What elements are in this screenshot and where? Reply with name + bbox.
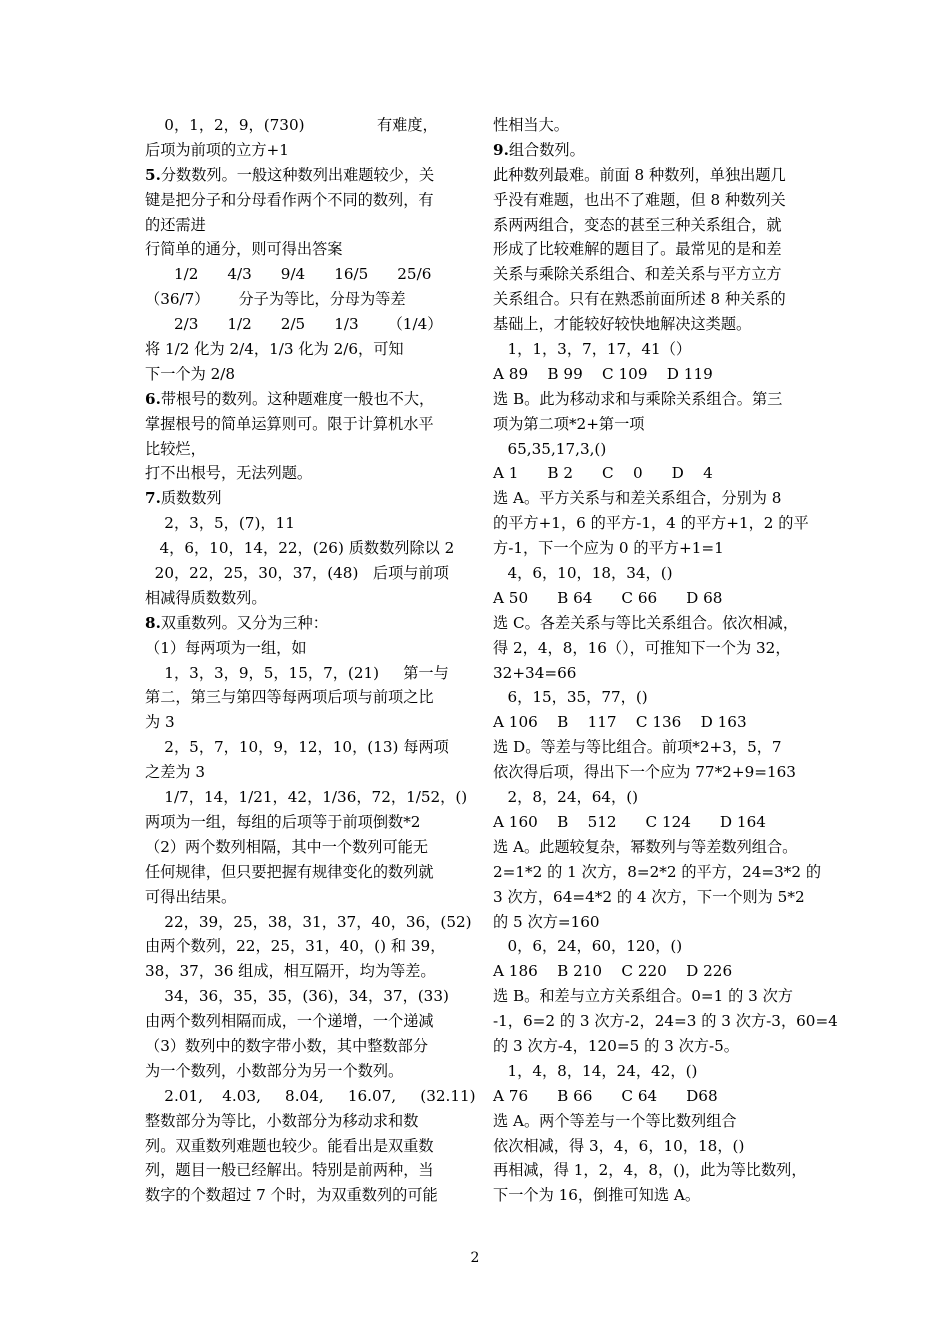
text-line: 选 B。和差与立方关系组合。0=1 的 3 次方 [493, 987, 793, 1006]
text-line: 选 B。此为移动求和与乘除关系组合。第三 [493, 389, 783, 408]
text-line: 下一个为 2/8 [145, 364, 236, 383]
text-line: 选 D。等差与等比组合。前项*2+3，5，7 [493, 738, 782, 757]
text-line: 1，4，8，14，24，42，() [493, 1061, 698, 1080]
section-heading-text: 质数数列 [160, 489, 222, 508]
section-number: 9. [493, 140, 509, 159]
text-line: 2=1*2 的 1 次方，8=2*2 的平方，24=3*2 的 [493, 862, 822, 881]
text-line: A 50 B 64 C 66 D 68 [493, 588, 723, 607]
section-number: 7. [145, 489, 161, 508]
text-line: 2，3，5，(7)，11 [145, 514, 295, 533]
section-heading-line [145, 611, 463, 636]
text-line: 掌握根号的简单运算则可。限于计算机水平 [145, 414, 434, 433]
text-line: 数字的个数超过 7 个时，为双重数列的可能 [145, 1186, 438, 1205]
text-line: 键是把分子和分母看作两个不同的数列，有 [145, 190, 434, 209]
text-line: 22，39，25，38，31，37，40，36，(52) [145, 912, 472, 931]
section-heading-text: 双重数列。又分为三种： [160, 613, 328, 632]
text-line: 得 2，4，8，16（），可推知下一个为 32， [493, 638, 791, 657]
text-line: 比较烂， [145, 439, 206, 458]
text-line: 选 A。两个等差与一个等比数列组合 [493, 1111, 737, 1130]
text-line: 依次得后项，得出下一个应为 77*2+9=163 [493, 763, 796, 782]
section-heading-text: 组合数列。 [508, 140, 585, 159]
text-line: 将 1/2 化为 2/4，1/3 化为 2/6，可知 [145, 340, 404, 359]
text-line: 任何规律，但只要把握有规律变化的数列就 [145, 862, 434, 881]
text-line: -1，6=2 的 3 次方-2，24=3 的 3 次方-3，60=4 [493, 1012, 838, 1031]
text-line: 2，8，24，64，() [493, 788, 639, 807]
text-line: A 106 B 117 C 136 D 163 [493, 713, 747, 732]
text-line: 打不出根号，无法列题。 [145, 464, 313, 483]
text-line: 4，6，10，18，34，() [493, 564, 673, 583]
text-line: 整数部分为等比，小数部分为移动求和数 [145, 1111, 419, 1130]
text-line: 后项为前项的立方+1 [145, 140, 289, 159]
text-line: 两项为一组，每组的后项等于前项倒数*2 [145, 812, 421, 831]
section-heading-text: 带根号的数列。这种题难度一般也不大， [160, 389, 435, 408]
text-line: 2，5，7，10，9，12，10，(13) 每两项 [145, 738, 449, 757]
text-line: 1，3，3，9，5，15，7，(21) 第一与 [145, 663, 449, 682]
text-line: 列，题目一般已经解出。特别是前两种，当 [145, 1161, 434, 1180]
text-line: 65,35,17,3,() [493, 439, 607, 458]
text-line: 系两两组合，变态的甚至三种关系组合，就 [493, 215, 782, 234]
text-line: 的还需进 [145, 215, 206, 234]
text-line: 列。双重数列难题也较少。能看出是双重数 [145, 1136, 434, 1155]
text-line: 相减得质数数列。 [145, 588, 267, 607]
text-line: 形成了比较难解的题目了。最常见的是和差 [493, 240, 782, 259]
section-heading-line [493, 138, 813, 163]
section-number: 5. [145, 165, 161, 184]
right-column [493, 113, 838, 1208]
section-number: 6. [145, 389, 161, 408]
text-line: 基础上，才能较好较快地解决这类题。 [493, 315, 752, 334]
text-line: 行简单的通分，则可得出答案 [145, 240, 343, 259]
text-line: 此种数列最难。前面 8 种数列，单独出题几 [493, 165, 786, 184]
text-line: 20，22，25，30，37，(48) 后项与前项 [145, 564, 449, 583]
section-heading-line [145, 486, 463, 511]
text-line: （2）两个数列相隔，其中一个数列可能无 [145, 837, 429, 856]
text-line: 由两个数列，22，25，31，40，() 和 39， [145, 937, 446, 956]
text-line: 2/3 1/2 2/5 1/3 （1/4） [145, 315, 443, 334]
text-line: 选 C。各差关系与等比关系组合。依次相减， [493, 613, 799, 632]
text-line: 第二，第三与第四等每两项后项与前项之比 [145, 688, 434, 707]
text-line: 之差为 3 [145, 763, 206, 782]
page-number: 2 [470, 1250, 480, 1266]
text-line: 6，15，35，77，() [493, 688, 648, 707]
text-line: 2.01, 4.03, 8.04, 16.07, (32.11) [145, 1086, 476, 1105]
text-line: 项为第二项*2+第一项 [493, 414, 645, 433]
left-column [145, 113, 476, 1208]
text-line: 1/7，14，1/21，42，1/36，72，1/52，() [145, 788, 468, 807]
text-line: 的 3 次方-4，120=5 的 3 次方-5。 [493, 1036, 739, 1055]
section-heading-line [145, 163, 463, 188]
section-heading-line [145, 387, 463, 412]
text-line: 4，6，10，14，22，(26) 质数数列除以 2 [145, 539, 455, 558]
section-heading-text: 分数数列。一般这种数列出难题较少，关 [160, 165, 435, 184]
text-line: （3）数列中的数字带小数，其中整数部分 [145, 1036, 429, 1055]
text-line: 3 次方，64=4*2 的 4 次方，下一个则为 5*2 [493, 887, 805, 906]
text-line: 的 5 次方=160 [493, 912, 600, 931]
text-line: 可得出结果。 [145, 887, 237, 906]
text-line: A 76 B 66 C 64 D68 [493, 1086, 718, 1105]
text-line: 0，6，24，60，120，() [493, 937, 683, 956]
text-line: 为 3 [145, 713, 175, 732]
text-line: （1）每两项为一组，如 [145, 638, 307, 657]
text-line: A 186 B 210 C 220 D 226 [493, 962, 733, 981]
text-line: 0，1，2，9，(730) 有难度， [145, 116, 438, 134]
text-line: 关系组合。只有在熟悉前面所述 8 种关系的 [493, 290, 786, 309]
text-line: 由两个数列相隔而成，一个递增，一个递减 [145, 1012, 434, 1031]
text-line: 34，36，35，35，(36)，34，37，(33) [145, 987, 449, 1006]
text-line: 为一个数列，小数部分为另一个数列。 [145, 1061, 404, 1080]
text-line: 的平方+1，6 的平方-1，4 的平方+1，2 的平 [493, 514, 809, 533]
text-line: 性相当大。 [493, 116, 569, 134]
text-line: 乎没有难题，也出不了难题，但 8 种数列关 [493, 190, 786, 209]
text-line: 1，1，3，7，17，41（） [493, 340, 692, 359]
text-line: 选 A。此题较复杂，幂数列与等差数列组合。 [493, 837, 798, 856]
text-line: （36/7） 分子为等比，分母为等差 [145, 290, 406, 309]
text-line: 选 A。平方关系与和差关系组合，分别为 8 [493, 489, 782, 508]
text-line: 关系与乘除关系组合、和差关系与平方立方 [493, 265, 782, 284]
text-line: 方-1，下一个应为 0 的平方+1=1 [493, 539, 724, 558]
text-line: 再相减，得 1，2，4，8，()，此为等比数列， [493, 1161, 807, 1180]
text-line: 38，37，36 组成，相互隔开，均为等差。 [145, 962, 436, 981]
text-line: A 160 B 512 C 124 D 164 [493, 812, 766, 831]
text-line: 下一个为 16，倒推可知选 A。 [493, 1186, 701, 1205]
text-line: 1/2 4/3 9/4 16/5 25/6 [145, 265, 432, 284]
text-line: 32+34=66 [493, 663, 577, 682]
text-line: A 89 B 99 C 109 D 119 [493, 364, 713, 383]
text-line: 依次相减，得 3，4，6，10，18，() [493, 1136, 745, 1155]
section-number: 8. [145, 613, 161, 632]
text-line: A 1 B 2 C 0 D 4 [493, 464, 713, 483]
